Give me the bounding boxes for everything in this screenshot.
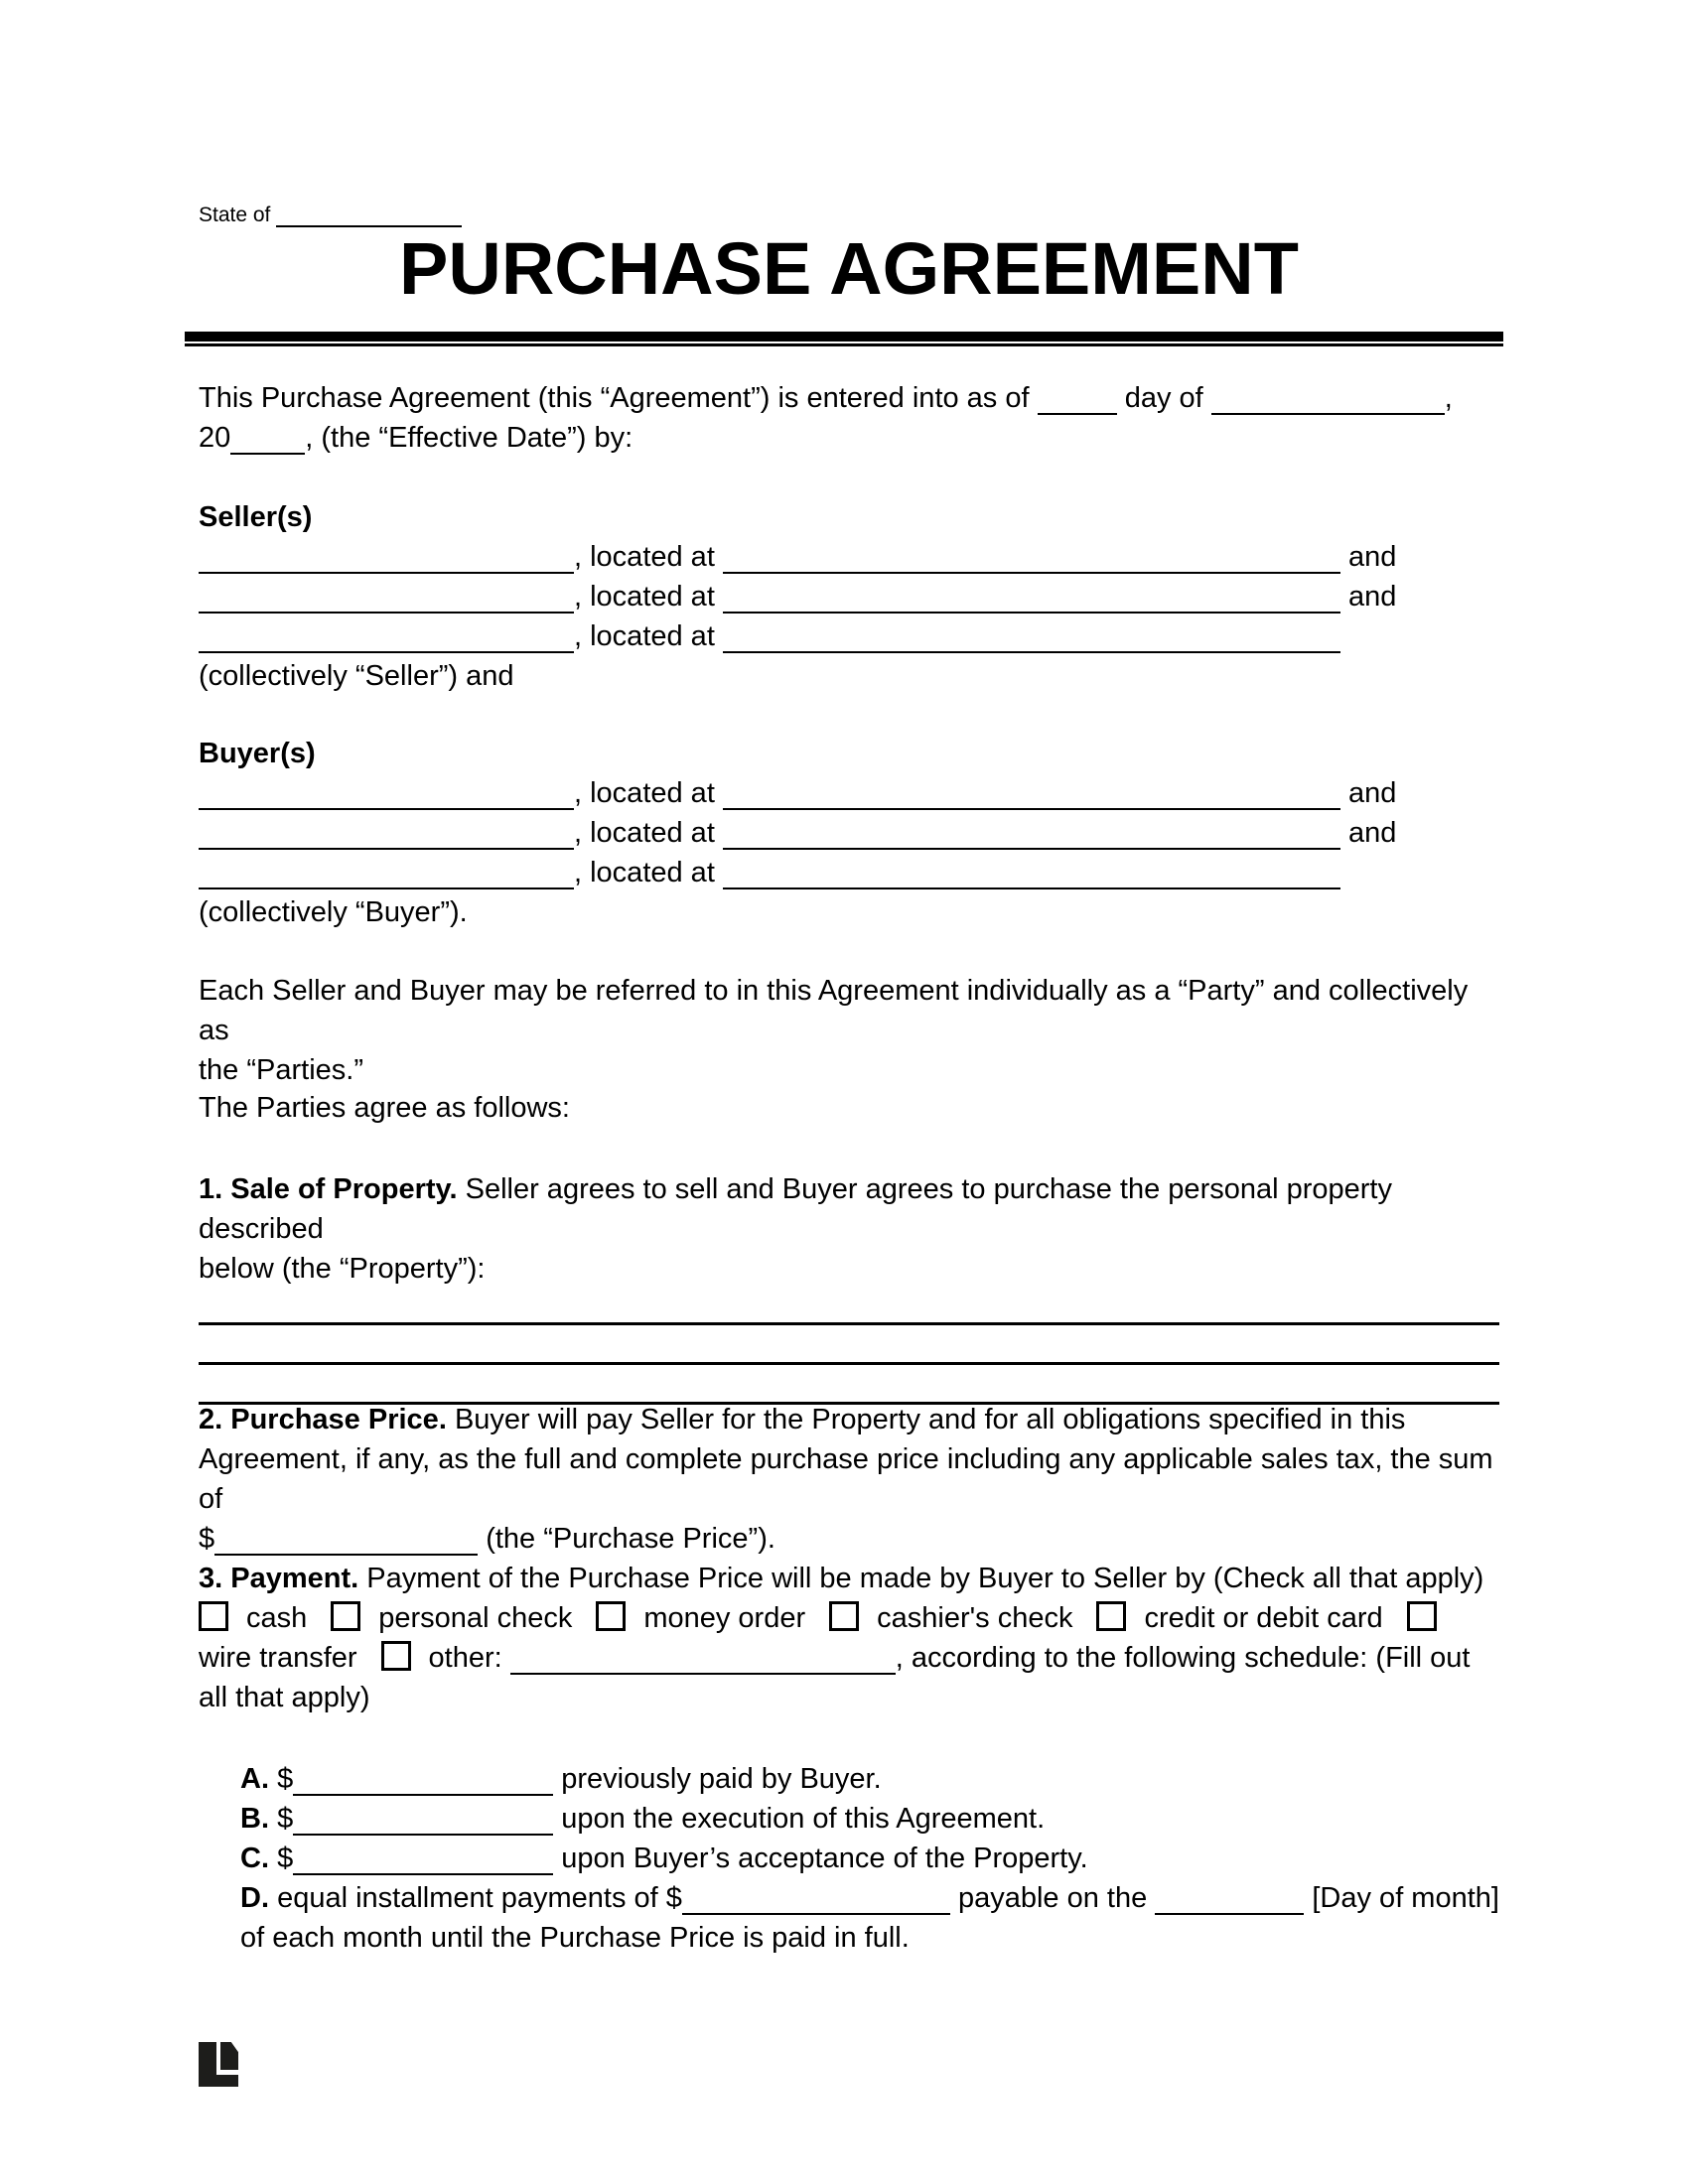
checkbox-money-order[interactable] [596,1601,626,1631]
amount-b-field[interactable] [293,1808,553,1836]
dollar-sign: $ [277,1803,294,1835]
property-description-line-2[interactable] [199,1328,1499,1368]
purchase-price-field[interactable] [214,1528,478,1556]
seller-3-name-field[interactable] [199,625,574,653]
checkbox-wire-transfer[interactable] [1407,1601,1437,1631]
state-of-line [199,201,1499,230]
dollar-sign: $ [199,1523,215,1555]
sale-text-1: Seller agrees to sell and Buyer agrees to purchase the personal property described [199,1173,1392,1245]
state-of-label: State of [199,204,271,226]
logo-bottom-bar-icon [199,2075,238,2087]
installment-amount-field[interactable] [682,1887,950,1915]
parties-agree-line: The Parties agree as follows: [199,1092,570,1124]
seller-1-name-field[interactable] [199,546,574,574]
sale-heading: 1. Sale of Property. [199,1173,458,1205]
payment-tail: , according to the following schedule: (Fill out all that apply) [199,1642,1471,1713]
year-prefix: 20 [199,422,231,454]
option-label-cash: cash [246,1602,308,1634]
day-of-month-field[interactable] [1155,1887,1304,1915]
intro-paragraph [199,378,1499,458]
buyer-row-1 [199,773,1499,813]
section-payment [199,1559,1499,1717]
item-a-text: previously paid by Buyer. [561,1763,882,1795]
option-label-personal-check: personal check [378,1602,573,1634]
item-d-bracket: [Day of month] [1312,1882,1499,1914]
day-of-label: day of [1124,382,1203,414]
intro-line-2 [199,418,1499,458]
located-at-label: , located at [574,777,715,809]
checkbox-personal-check[interactable] [331,1601,360,1631]
seller-heading: Seller(s) [199,501,313,533]
parties-definition-line-1: Each Seller and Buyer may be referred to in this Agreement individually as a “Party” and collectively as [199,975,1469,1046]
sale-line-2: below (the “Property”): [199,1253,486,1285]
seller-1-address-field[interactable] [723,546,1340,574]
day-field[interactable] [1038,387,1117,415]
seller-3-address-field[interactable] [723,625,1340,653]
seller-section [199,497,1499,696]
checkbox-other[interactable] [381,1641,411,1671]
intro-text: This Purchase Agreement (this “Agreement”) is entered into as of [199,382,1030,414]
item-c-text: upon Buyer’s acceptance of the Property. [561,1843,1088,1874]
schedule-item-b [240,1799,1499,1839]
item-b-text: upon the execution of this Agreement. [561,1803,1046,1835]
section-sale-of-property [199,1169,1499,1408]
sale-line-1 [199,1169,1499,1249]
checkbox-credit-or-debit-card[interactable] [1096,1601,1126,1631]
effective-date-text: , (the “Effective Date”) by: [305,422,633,454]
option-label-wire-transfer: wire transfer [199,1642,357,1674]
month-field[interactable] [1211,387,1445,415]
intro-comma: , [1444,382,1453,414]
item-d-pre: equal installment payments of $ [277,1882,682,1914]
option-label-cashiers-check: cashier's check [877,1602,1073,1634]
state-name-field[interactable] [276,207,462,227]
intro-line-1 [199,378,1499,418]
other-payment-field[interactable] [510,1647,896,1675]
buyer-2-address-field[interactable] [723,822,1340,850]
option-label-money-order: money order [643,1602,806,1634]
price-line-3 [199,1519,1499,1559]
logo-document-icon [220,2042,238,2070]
located-at-label: , located at [574,857,715,888]
price-line-2: Agreement, if any, as the full and complete purchase price including any applicable sales tax, the sum of [199,1443,1493,1515]
year-field[interactable] [230,427,305,455]
seller-row-2 [199,577,1499,616]
buyer-collective-note: (collectively “Buyer”). [199,896,468,928]
price-text-1: Buyer will pay Seller for the Property and for all obligations specified in this [454,1404,1406,1435]
dollar-sign: $ [277,1843,294,1874]
title-rule [185,332,1503,346]
checkbox-cashiers-check[interactable] [829,1601,859,1631]
checkbox-cash[interactable] [199,1601,228,1631]
buyer-3-address-field[interactable] [723,862,1340,889]
page-title: PURCHASE AGREEMENT [399,227,1299,310]
located-at-label: , located at [574,620,715,652]
seller-row-3 [199,616,1499,656]
located-at-label: , located at [574,817,715,849]
legal-templates-logo [199,2042,240,2087]
payment-text: Payment of the Purchase Price will be made by Buyer to Seller by (Check all that apply) [366,1563,1484,1594]
and-label: and [1348,581,1397,613]
seller-2-address-field[interactable] [723,586,1340,614]
price-heading: 2. Purchase Price. [199,1404,447,1435]
buyer-3-name-field[interactable] [199,862,574,889]
item-c-label: C. [240,1843,269,1874]
schedule-item-a [240,1759,1499,1799]
section-purchase-price [199,1400,1499,1559]
item-a-label: A. [240,1763,269,1795]
seller-collective-note: (collectively “Seller”) and [199,660,514,692]
payment-schedule-list [240,1759,1499,1958]
item-d-label: D. [240,1882,269,1914]
buyer-row-3 [199,853,1499,892]
and-label: and [1348,777,1397,809]
price-tail: (the “Purchase Price”). [486,1523,775,1555]
buyer-1-address-field[interactable] [723,782,1340,810]
seller-2-name-field[interactable] [199,586,574,614]
buyer-heading: Buyer(s) [199,738,316,769]
seller-row-1 [199,537,1499,577]
parties-definition-line-2: the “Parties.” [199,1054,363,1086]
parties-definition [199,971,1499,1090]
payment-heading: 3. Payment. [199,1563,359,1594]
buyer-row-2 [199,813,1499,853]
located-at-label: , located at [574,541,715,573]
buyer-section [199,734,1499,932]
dollar-sign: $ [277,1763,294,1795]
amount-c-field[interactable] [293,1847,553,1875]
price-line-1 [199,1400,1499,1439]
item-d-mid: payable on the [957,1882,1148,1914]
option-label-other: other: [428,1642,502,1674]
item-b-label: B. [240,1803,269,1835]
amount-a-field[interactable] [293,1768,553,1796]
property-description-line-1[interactable] [199,1289,1499,1328]
located-at-label: , located at [574,581,715,613]
item-d-tail: of each month until the Purchase Price is paid in full. [240,1922,910,1954]
buyer-1-name-field[interactable] [199,782,574,810]
schedule-item-d [240,1878,1499,1958]
and-label: and [1348,817,1397,849]
and-label: and [1348,541,1397,573]
schedule-item-c [240,1839,1499,1878]
buyer-2-name-field[interactable] [199,822,574,850]
option-label-credit-or-debit-card: credit or debit card [1144,1602,1383,1634]
